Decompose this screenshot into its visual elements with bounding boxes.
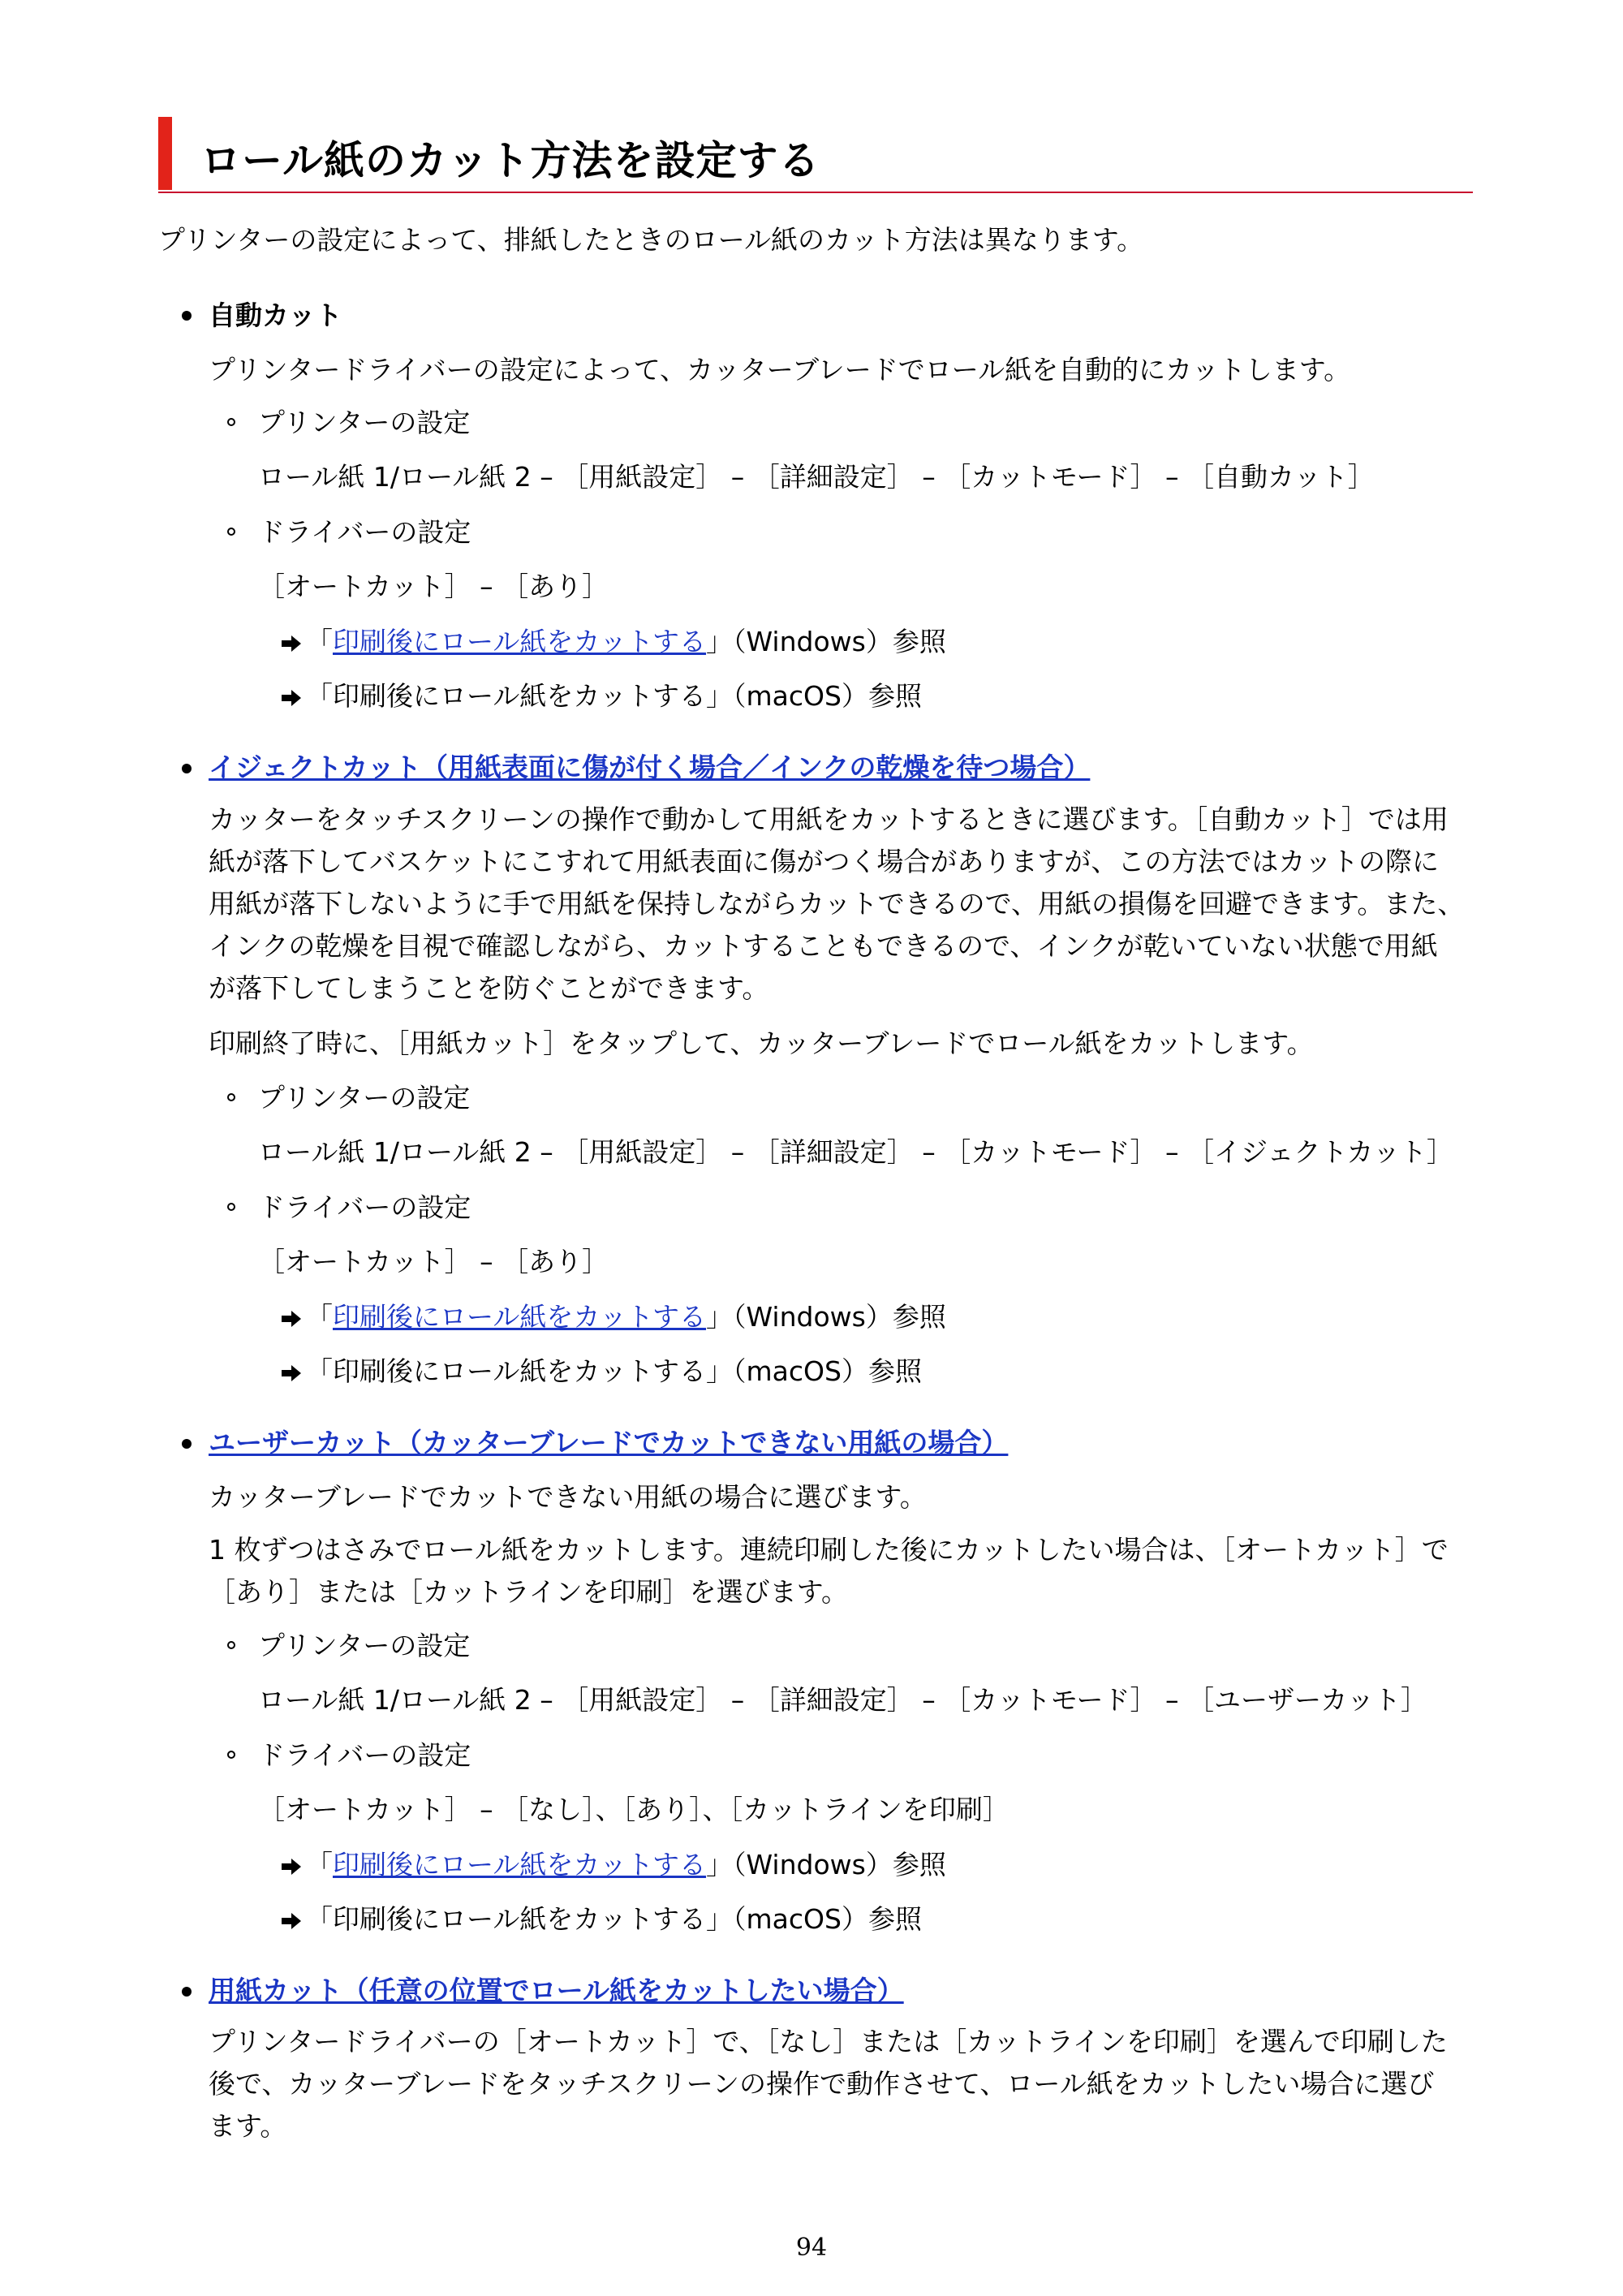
printer-settings-label: プリンターの設定 <box>258 1630 471 1661</box>
arrow-right-icon <box>280 1364 303 1382</box>
reference-windows: 「印刷後にロール紙をカットする」（Windows）参照 <box>280 1298 946 1337</box>
page-number: 94 <box>795 2234 828 2262</box>
printer-settings-path: ロール紙 1/ロール紙 2 – ［用紙設定］ – ［詳細設定］ – ［カットモード］ – ［ユーザーカット］ <box>258 1684 1428 1716</box>
bullet-dot <box>182 311 192 321</box>
section-title-user-cut[interactable]: ユーザーカット（カッターブレードでカットできない用紙の場合） <box>209 1427 1009 1458</box>
driver-settings-path: ［オートカット］ – ［あり］ <box>258 571 609 602</box>
driver-settings-label: ドライバーの設定 <box>258 516 471 548</box>
bullet-dot <box>182 1439 192 1449</box>
arrow-right-icon <box>280 689 303 707</box>
section-title-paper-cut[interactable]: 用紙カット（任意の位置でロール紙をカットしたい場合） <box>209 1975 904 2006</box>
section-description: プリンタードライバーの設定によって、カッターブレードでロール紙を自動的にカットします。 <box>209 354 1351 386</box>
page-heading <box>158 114 1473 193</box>
reference-windows: 「印刷後にロール紙をカットする」（Windows）参照 <box>280 1846 946 1885</box>
heading-accent-bar <box>158 117 172 190</box>
intro-text: プリンターの設定によって、排紙したときのロール紙のカット方法は異なります。 <box>158 224 1144 256</box>
printer-settings-path: ロール紙 1/ロール紙 2 – ［用紙設定］ – ［詳細設定］ – ［カットモード］ – ［自動カット］ <box>258 461 1375 493</box>
sub-bullet <box>227 1093 235 1101</box>
reference-windows: 「印刷後にロール紙をカットする」（Windows）参照 <box>280 622 946 661</box>
reference-macos: 「印刷後にロール紙をカットする」（macOS）参照 <box>280 677 922 716</box>
sub-bullet <box>227 1203 235 1211</box>
sub-bullet <box>227 418 235 426</box>
arrow-right-icon <box>280 635 303 653</box>
driver-settings-path: ［オートカット］ – ［あり］ <box>258 1246 609 1277</box>
printer-settings-label: プリンターの設定 <box>258 407 471 438</box>
bullet-dot <box>182 764 192 773</box>
reference-macos: 「印刷後にロール紙をカットする」（macOS）参照 <box>280 1900 922 1939</box>
section-title-eject-cut[interactable]: イジェクトカット（用紙表面に傷が付く場合／インクの乾燥を待つ場合） <box>209 752 1091 783</box>
section-description: カッターブレードでカットできない用紙の場合に選びます。 <box>209 1481 927 1513</box>
sub-bullet <box>227 528 235 536</box>
reference-macos: 「印刷後にロール紙をカットする」（macOS）参照 <box>280 1352 922 1391</box>
driver-settings-path: ［オートカット］ – ［なし］、［あり］、［カットラインを印刷］ <box>258 1794 1010 1825</box>
section-title-auto-cut: 自動カット <box>209 299 342 331</box>
sub-bullet <box>227 1641 235 1649</box>
bullet-dot <box>182 1987 192 1997</box>
driver-settings-label: ドライバーの設定 <box>258 1739 471 1771</box>
reference-link[interactable]: 印刷後にロール紙をカットする <box>333 626 707 657</box>
section-description: 印刷終了時に、［用紙カット］をタップして、カッターブレードでロール紙をカットします。 <box>209 1027 1314 1059</box>
section-description: プリンタードライバーの［オートカット］で、［なし］または［カットラインを印刷］を選んで印刷した 後で、カッターブレードをタッチスクリーンの操作で動作させて、ロール紙をカットしたい場合に選び ます。 <box>209 2026 1448 2142</box>
arrow-right-icon <box>280 1310 303 1328</box>
section-description: カッターをタッチスクリーンの操作で動かして用紙をカットするときに選びます。［自動カット］では用 紙が落下してバスケットにこすれて用紙表面に傷がつく場合がありますが、この方法ではカットの際に 用紙が落下しないように手で用紙を保持しながらカットできるので、用紙の損傷を回避できます。また、 インクの乾燥を目視で確認しながら、カットすることもできるので、インクが乾いていない状態で用紙 が落下してしまうことを防ぐことができます。 <box>209 803 1465 1004</box>
arrow-right-icon <box>280 1912 303 1930</box>
arrow-right-icon <box>280 1858 303 1876</box>
printer-settings-label: プリンターの設定 <box>258 1082 471 1114</box>
reference-link[interactable]: 印刷後にロール紙をカットする <box>333 1849 707 1880</box>
printer-settings-path: ロール紙 1/ロール紙 2 – ［用紙設定］ – ［詳細設定］ – ［カットモード］ – ［イジェクトカット］ <box>258 1136 1454 1168</box>
reference-link[interactable]: 印刷後にロール紙をカットする <box>333 1301 707 1333</box>
page-title: ロール紙のカット方法を設定する <box>200 137 820 184</box>
driver-settings-label: ドライバーの設定 <box>258 1191 471 1223</box>
section-description: 1 枚ずつはさみでロール紙をカットします。連続印刷した後にカットしたい場合は、［オートカット］で ［あり］または［カットラインを印刷］を選びます。 <box>209 1534 1449 1608</box>
sub-bullet <box>227 1751 235 1759</box>
